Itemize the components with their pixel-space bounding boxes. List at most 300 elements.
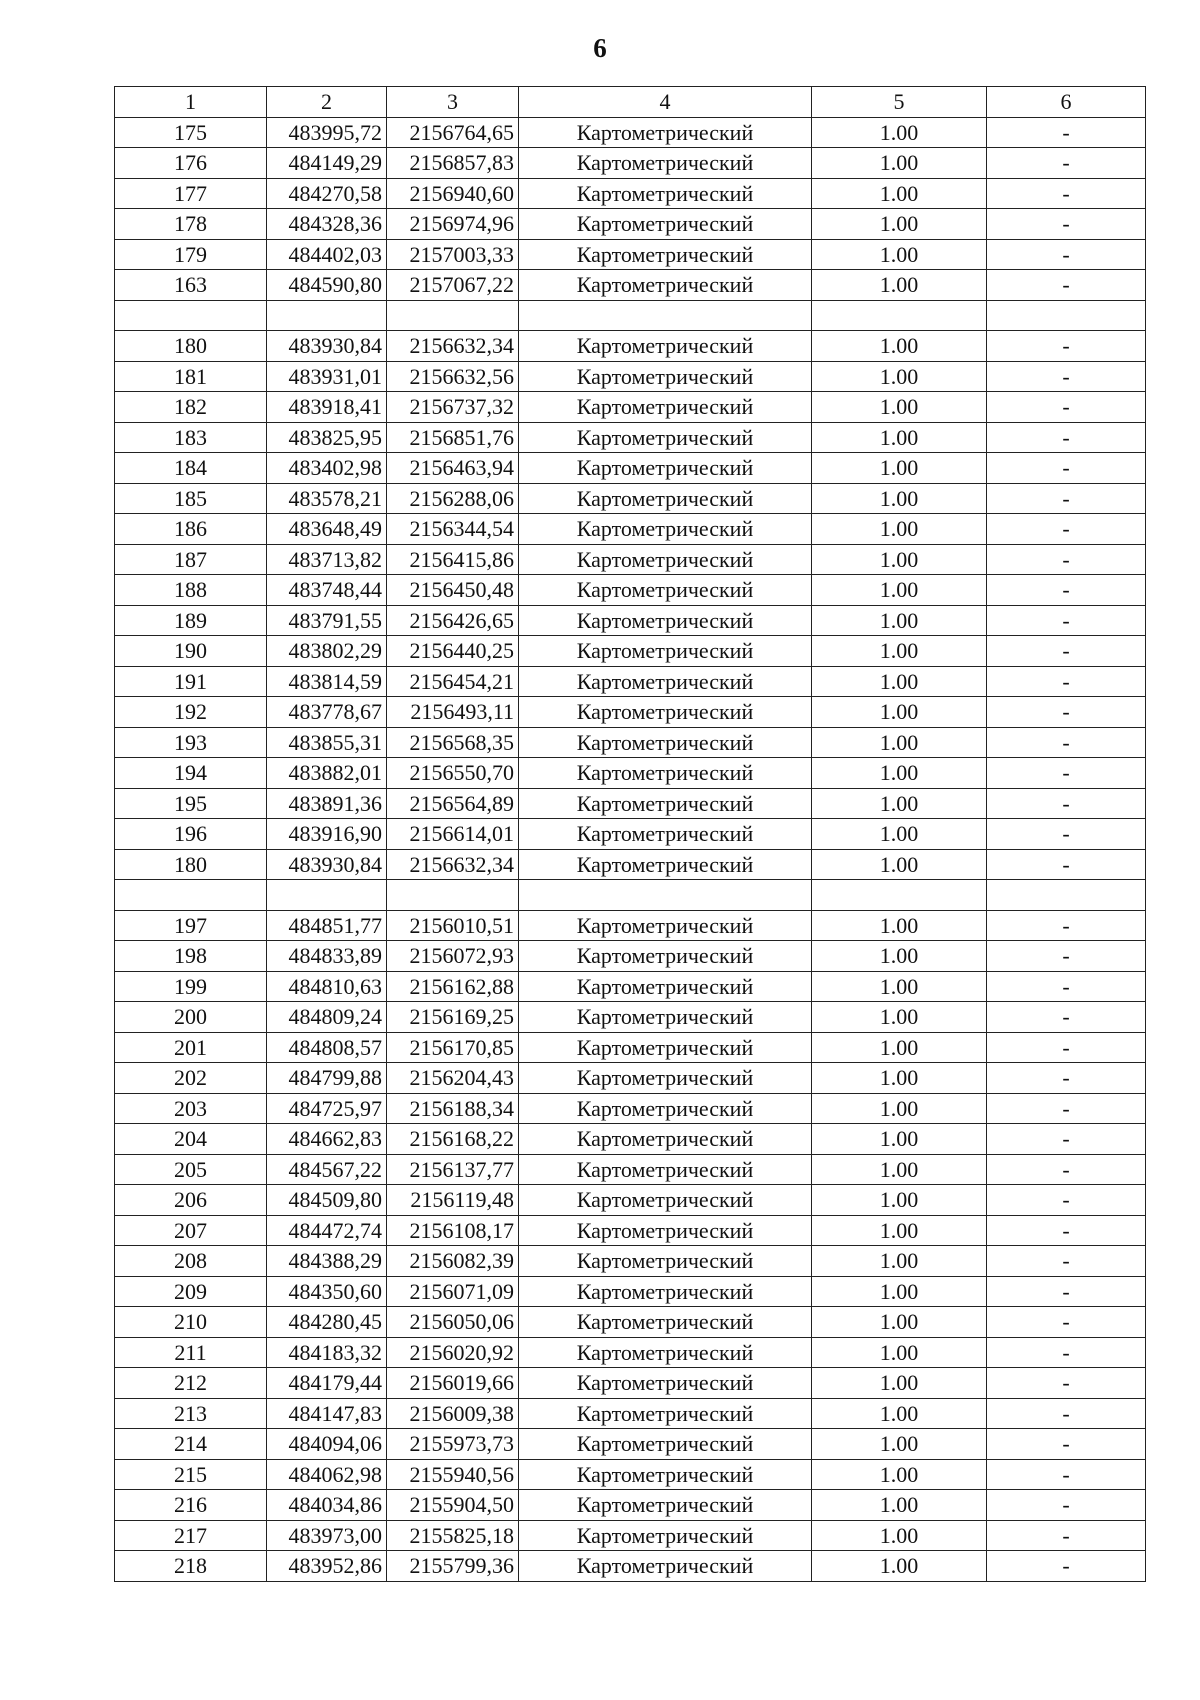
accuracy-cell: 1.00 (812, 697, 987, 728)
accuracy-cell: 1.00 (812, 1368, 987, 1399)
x-coordinate-cell: 483814,59 (267, 666, 387, 697)
y-coordinate-cell: 2156632,34 (387, 849, 519, 880)
accuracy-cell: 1.00 (812, 1520, 987, 1551)
x-coordinate-cell: 484034,86 (267, 1490, 387, 1521)
point-number-cell: 188 (115, 575, 267, 606)
point-number-cell: 180 (115, 331, 267, 362)
method-cell: Картометрический (519, 453, 812, 484)
coordinates-table (114, 86, 1146, 1582)
description-cell: - (987, 1398, 1146, 1429)
description-cell: - (987, 819, 1146, 850)
accuracy-cell: 1.00 (812, 1215, 987, 1246)
description-cell: - (987, 239, 1146, 270)
method-cell: Картометрический (519, 605, 812, 636)
y-coordinate-cell: 2156857,83 (387, 148, 519, 179)
point-number-cell: 218 (115, 1551, 267, 1582)
accuracy-cell: 1.00 (812, 1002, 987, 1033)
accuracy-cell: 1.00 (812, 1490, 987, 1521)
method-cell: Картометрический (519, 1093, 812, 1124)
y-coordinate-cell: 2156440,25 (387, 636, 519, 667)
description-cell: - (987, 270, 1146, 301)
table-row (115, 514, 1146, 545)
table-row (115, 392, 1146, 423)
x-coordinate-cell: 484147,83 (267, 1398, 387, 1429)
description-cell: - (987, 514, 1146, 545)
y-coordinate-cell: 2156568,35 (387, 727, 519, 758)
x-coordinate-cell: 484388,29 (267, 1246, 387, 1277)
x-coordinate-cell: 484472,74 (267, 1215, 387, 1246)
table-row (115, 910, 1146, 941)
method-cell: Картометрический (519, 788, 812, 819)
y-coordinate-cell: 2156564,89 (387, 788, 519, 819)
point-number-cell: 214 (115, 1429, 267, 1460)
x-coordinate-cell: 484179,44 (267, 1368, 387, 1399)
table-row (115, 1459, 1146, 1490)
y-coordinate-cell: 2156010,51 (387, 910, 519, 941)
x-coordinate-cell: 483930,84 (267, 849, 387, 880)
point-number-cell: 209 (115, 1276, 267, 1307)
y-coordinate-cell: 2156415,86 (387, 544, 519, 575)
method-cell: Картометрический (519, 575, 812, 606)
x-coordinate-cell: 484094,06 (267, 1429, 387, 1460)
header-cell-1: 1 (115, 87, 267, 118)
point-number-cell: 187 (115, 544, 267, 575)
accuracy-cell (812, 300, 987, 331)
point-number-cell: 200 (115, 1002, 267, 1033)
method-cell: Картометрический (519, 209, 812, 240)
table-row (115, 544, 1146, 575)
accuracy-cell: 1.00 (812, 758, 987, 789)
method-cell: Картометрический (519, 422, 812, 453)
point-number-cell (115, 880, 267, 911)
table-row (115, 1490, 1146, 1521)
accuracy-cell: 1.00 (812, 514, 987, 545)
x-coordinate-cell: 483931,01 (267, 361, 387, 392)
y-coordinate-cell: 2156082,39 (387, 1246, 519, 1277)
table-row (115, 1002, 1146, 1033)
description-cell: - (987, 1032, 1146, 1063)
table-row (115, 1124, 1146, 1155)
table-row (115, 331, 1146, 362)
x-coordinate-cell: 484350,60 (267, 1276, 387, 1307)
description-cell: - (987, 1551, 1146, 1582)
y-coordinate-cell: 2155940,56 (387, 1459, 519, 1490)
y-coordinate-cell: 2156344,54 (387, 514, 519, 545)
method-cell: Картометрический (519, 1215, 812, 1246)
point-number-cell: 202 (115, 1063, 267, 1094)
description-cell: - (987, 758, 1146, 789)
point-number-cell: 210 (115, 1307, 267, 1338)
separator-row (115, 300, 1146, 331)
y-coordinate-cell: 2156454,21 (387, 666, 519, 697)
method-cell: Картометрический (519, 910, 812, 941)
method-cell: Картометрический (519, 331, 812, 362)
description-cell: - (987, 605, 1146, 636)
method-cell: Картометрический (519, 1246, 812, 1277)
header-cell-3: 3 (387, 87, 519, 118)
table-row (115, 209, 1146, 240)
accuracy-cell: 1.00 (812, 849, 987, 880)
point-number-cell: 182 (115, 392, 267, 423)
description-cell: - (987, 178, 1146, 209)
x-coordinate-cell: 483882,01 (267, 758, 387, 789)
accuracy-cell: 1.00 (812, 575, 987, 606)
x-coordinate-cell: 483402,98 (267, 453, 387, 484)
point-number-cell: 191 (115, 666, 267, 697)
point-number-cell: 208 (115, 1246, 267, 1277)
point-number-cell: 201 (115, 1032, 267, 1063)
description-cell: - (987, 727, 1146, 758)
method-cell: Картометрический (519, 178, 812, 209)
description-cell: - (987, 1368, 1146, 1399)
description-cell: - (987, 697, 1146, 728)
table-row (115, 270, 1146, 301)
description-cell: - (987, 971, 1146, 1002)
method-cell: Картометрический (519, 758, 812, 789)
accuracy-cell: 1.00 (812, 666, 987, 697)
method-cell: Картометрический (519, 941, 812, 972)
y-coordinate-cell: 2156851,76 (387, 422, 519, 453)
point-number-cell: 163 (115, 270, 267, 301)
point-number-cell: 192 (115, 697, 267, 728)
accuracy-cell: 1.00 (812, 1429, 987, 1460)
description-cell: - (987, 361, 1146, 392)
x-coordinate-cell: 484149,29 (267, 148, 387, 179)
method-cell: Картометрический (519, 1185, 812, 1216)
method-cell: Картометрический (519, 1124, 812, 1155)
table-row (115, 1215, 1146, 1246)
header-cell-2: 2 (267, 87, 387, 118)
x-coordinate-cell: 484567,22 (267, 1154, 387, 1185)
y-coordinate-cell (387, 880, 519, 911)
table-row (115, 117, 1146, 148)
accuracy-cell: 1.00 (812, 270, 987, 301)
description-cell: - (987, 1124, 1146, 1155)
y-coordinate-cell: 2156463,94 (387, 453, 519, 484)
x-coordinate-cell: 484725,97 (267, 1093, 387, 1124)
x-coordinate-cell (267, 300, 387, 331)
table-row (115, 178, 1146, 209)
point-number-cell: 205 (115, 1154, 267, 1185)
method-cell: Картометрический (519, 544, 812, 575)
method-cell: Картометрический (519, 697, 812, 728)
accuracy-cell: 1.00 (812, 941, 987, 972)
x-coordinate-cell: 483930,84 (267, 331, 387, 362)
method-cell: Картометрический (519, 239, 812, 270)
table-row (115, 727, 1146, 758)
method-cell: Картометрический (519, 1490, 812, 1521)
point-number-cell: 194 (115, 758, 267, 789)
y-coordinate-cell: 2155825,18 (387, 1520, 519, 1551)
description-cell: - (987, 636, 1146, 667)
accuracy-cell: 1.00 (812, 636, 987, 667)
accuracy-cell: 1.00 (812, 1093, 987, 1124)
accuracy-cell: 1.00 (812, 910, 987, 941)
x-coordinate-cell: 484328,36 (267, 209, 387, 240)
description-cell: - (987, 1490, 1146, 1521)
method-cell: Картометрический (519, 1276, 812, 1307)
x-coordinate-cell: 484402,03 (267, 239, 387, 270)
y-coordinate-cell: 2156169,25 (387, 1002, 519, 1033)
description-cell: - (987, 666, 1146, 697)
description-cell: - (987, 1520, 1146, 1551)
point-number-cell: 217 (115, 1520, 267, 1551)
point-number-cell: 193 (115, 727, 267, 758)
accuracy-cell: 1.00 (812, 453, 987, 484)
point-number-cell: 211 (115, 1337, 267, 1368)
point-number-cell: 175 (115, 117, 267, 148)
y-coordinate-cell: 2156072,93 (387, 941, 519, 972)
point-number-cell: 184 (115, 453, 267, 484)
description-cell: - (987, 422, 1146, 453)
table-row (115, 453, 1146, 484)
accuracy-cell: 1.00 (812, 1276, 987, 1307)
method-cell: Картометрический (519, 1307, 812, 1338)
method-cell: Картометрический (519, 971, 812, 1002)
accuracy-cell: 1.00 (812, 483, 987, 514)
table-row (115, 788, 1146, 819)
x-coordinate-cell: 483916,90 (267, 819, 387, 850)
table-row (115, 758, 1146, 789)
point-number-cell: 183 (115, 422, 267, 453)
description-cell: - (987, 1459, 1146, 1490)
table-row (115, 422, 1146, 453)
method-cell: Картометрический (519, 636, 812, 667)
table-row (115, 941, 1146, 972)
point-number-cell: 212 (115, 1368, 267, 1399)
x-coordinate-cell: 483713,82 (267, 544, 387, 575)
x-coordinate-cell: 484509,80 (267, 1185, 387, 1216)
header-cell-5: 5 (812, 87, 987, 118)
point-number-cell: 199 (115, 971, 267, 1002)
x-coordinate-cell: 484810,63 (267, 971, 387, 1002)
y-coordinate-cell: 2156168,22 (387, 1124, 519, 1155)
method-cell: Картометрический (519, 1154, 812, 1185)
table-row (115, 819, 1146, 850)
x-coordinate-cell: 483825,95 (267, 422, 387, 453)
y-coordinate-cell: 2156137,77 (387, 1154, 519, 1185)
point-number-cell: 195 (115, 788, 267, 819)
method-cell: Картометрический (519, 270, 812, 301)
y-coordinate-cell: 2156188,34 (387, 1093, 519, 1124)
x-coordinate-cell: 483918,41 (267, 392, 387, 423)
point-number-cell: 216 (115, 1490, 267, 1521)
y-coordinate-cell: 2156119,48 (387, 1185, 519, 1216)
y-coordinate-cell: 2156426,65 (387, 605, 519, 636)
description-cell: - (987, 1154, 1146, 1185)
method-cell: Картометрический (519, 1063, 812, 1094)
method-cell: Картометрический (519, 483, 812, 514)
method-cell: Картометрический (519, 849, 812, 880)
method-cell: Картометрический (519, 1398, 812, 1429)
point-number-cell (115, 300, 267, 331)
table-row (115, 361, 1146, 392)
description-cell: - (987, 910, 1146, 941)
method-cell: Картометрический (519, 1337, 812, 1368)
method-cell: Картометрический (519, 1368, 812, 1399)
table-row (115, 239, 1146, 270)
description-cell: - (987, 575, 1146, 606)
method-cell: Картометрический (519, 666, 812, 697)
x-coordinate-cell: 484662,83 (267, 1124, 387, 1155)
point-number-cell: 207 (115, 1215, 267, 1246)
y-coordinate-cell: 2156020,92 (387, 1337, 519, 1368)
y-coordinate-cell: 2156764,65 (387, 117, 519, 148)
method-cell: Картометрический (519, 819, 812, 850)
accuracy-cell: 1.00 (812, 392, 987, 423)
table-header (115, 87, 1146, 118)
accuracy-cell: 1.00 (812, 1246, 987, 1277)
x-coordinate-cell: 484799,88 (267, 1063, 387, 1094)
y-coordinate-cell: 2156170,85 (387, 1032, 519, 1063)
point-number-cell: 215 (115, 1459, 267, 1490)
point-number-cell: 189 (115, 605, 267, 636)
table-row (115, 697, 1146, 728)
accuracy-cell: 1.00 (812, 605, 987, 636)
y-coordinate-cell: 2156450,48 (387, 575, 519, 606)
x-coordinate-cell: 483648,49 (267, 514, 387, 545)
y-coordinate-cell: 2157067,22 (387, 270, 519, 301)
y-coordinate-cell: 2156737,32 (387, 392, 519, 423)
point-number-cell: 176 (115, 148, 267, 179)
accuracy-cell: 1.00 (812, 971, 987, 1002)
accuracy-cell: 1.00 (812, 819, 987, 850)
y-coordinate-cell: 2156204,43 (387, 1063, 519, 1094)
point-number-cell: 177 (115, 178, 267, 209)
table-row (115, 1154, 1146, 1185)
accuracy-cell: 1.00 (812, 1307, 987, 1338)
method-cell: Картометрический (519, 1551, 812, 1582)
y-coordinate-cell: 2155904,50 (387, 1490, 519, 1521)
accuracy-cell: 1.00 (812, 727, 987, 758)
table-row (115, 971, 1146, 1002)
point-number-cell: 198 (115, 941, 267, 972)
y-coordinate-cell: 2156632,34 (387, 331, 519, 362)
point-number-cell: 213 (115, 1398, 267, 1429)
method-cell: Картометрический (519, 1459, 812, 1490)
point-number-cell: 185 (115, 483, 267, 514)
method-cell: Картометрический (519, 1429, 812, 1460)
method-cell: Картометрический (519, 514, 812, 545)
y-coordinate-cell: 2157003,33 (387, 239, 519, 270)
description-cell: - (987, 148, 1146, 179)
method-cell: Картометрический (519, 727, 812, 758)
accuracy-cell: 1.00 (812, 1124, 987, 1155)
y-coordinate-cell: 2155799,36 (387, 1551, 519, 1582)
method-cell: Картометрический (519, 117, 812, 148)
table-row (115, 1307, 1146, 1338)
table-row (115, 1093, 1146, 1124)
description-cell: - (987, 1246, 1146, 1277)
accuracy-cell: 1.00 (812, 117, 987, 148)
method-cell: Картометрический (519, 361, 812, 392)
x-coordinate-cell: 484809,24 (267, 1002, 387, 1033)
x-coordinate-cell: 483891,36 (267, 788, 387, 819)
point-number-cell: 181 (115, 361, 267, 392)
y-coordinate-cell: 2156009,38 (387, 1398, 519, 1429)
header-cell-4: 4 (519, 87, 812, 118)
point-number-cell: 179 (115, 239, 267, 270)
description-cell: - (987, 331, 1146, 362)
description-cell: - (987, 1276, 1146, 1307)
x-coordinate-cell: 484590,80 (267, 270, 387, 301)
point-number-cell: 196 (115, 819, 267, 850)
point-number-cell: 190 (115, 636, 267, 667)
y-coordinate-cell: 2156632,56 (387, 361, 519, 392)
accuracy-cell: 1.00 (812, 1154, 987, 1185)
table-body (115, 117, 1146, 1581)
y-coordinate-cell: 2156940,60 (387, 178, 519, 209)
accuracy-cell: 1.00 (812, 239, 987, 270)
table-row (115, 636, 1146, 667)
point-number-cell: 206 (115, 1185, 267, 1216)
description-cell: - (987, 849, 1146, 880)
table-row (115, 1032, 1146, 1063)
table-row (115, 148, 1146, 179)
y-coordinate-cell: 2156550,70 (387, 758, 519, 789)
table-row (115, 1551, 1146, 1582)
accuracy-cell: 1.00 (812, 1063, 987, 1094)
accuracy-cell: 1.00 (812, 361, 987, 392)
accuracy-cell: 1.00 (812, 1032, 987, 1063)
method-cell: Картометрический (519, 392, 812, 423)
header-row (115, 87, 1146, 118)
y-coordinate-cell: 2156019,66 (387, 1368, 519, 1399)
table-row (115, 1520, 1146, 1551)
table-row (115, 1337, 1146, 1368)
method-cell (519, 300, 812, 331)
x-coordinate-cell: 483748,44 (267, 575, 387, 606)
y-coordinate-cell: 2156162,88 (387, 971, 519, 1002)
x-coordinate-cell: 483778,67 (267, 697, 387, 728)
description-cell: - (987, 209, 1146, 240)
description-cell: - (987, 1215, 1146, 1246)
accuracy-cell: 1.00 (812, 331, 987, 362)
table-row (115, 1368, 1146, 1399)
table-row (115, 1429, 1146, 1460)
accuracy-cell: 1.00 (812, 1185, 987, 1216)
table-row (115, 575, 1146, 606)
point-number-cell: 186 (115, 514, 267, 545)
table-row (115, 1185, 1146, 1216)
method-cell: Картометрический (519, 1032, 812, 1063)
accuracy-cell: 1.00 (812, 788, 987, 819)
x-coordinate-cell: 483802,29 (267, 636, 387, 667)
x-coordinate-cell: 484808,57 (267, 1032, 387, 1063)
description-cell: - (987, 941, 1146, 972)
accuracy-cell: 1.00 (812, 422, 987, 453)
table-row (115, 605, 1146, 636)
description-cell: - (987, 1429, 1146, 1460)
y-coordinate-cell: 2156614,01 (387, 819, 519, 850)
description-cell: - (987, 1063, 1146, 1094)
x-coordinate-cell: 483952,86 (267, 1551, 387, 1582)
table-row (115, 666, 1146, 697)
x-coordinate-cell: 484183,32 (267, 1337, 387, 1368)
accuracy-cell: 1.00 (812, 544, 987, 575)
y-coordinate-cell: 2156050,06 (387, 1307, 519, 1338)
description-cell (987, 300, 1146, 331)
accuracy-cell: 1.00 (812, 1459, 987, 1490)
accuracy-cell: 1.00 (812, 178, 987, 209)
description-cell: - (987, 788, 1146, 819)
description-cell (987, 880, 1146, 911)
y-coordinate-cell (387, 300, 519, 331)
page-number: 6 (593, 33, 607, 63)
point-number-cell: 178 (115, 209, 267, 240)
accuracy-cell: 1.00 (812, 1337, 987, 1368)
x-coordinate-cell: 483791,55 (267, 605, 387, 636)
